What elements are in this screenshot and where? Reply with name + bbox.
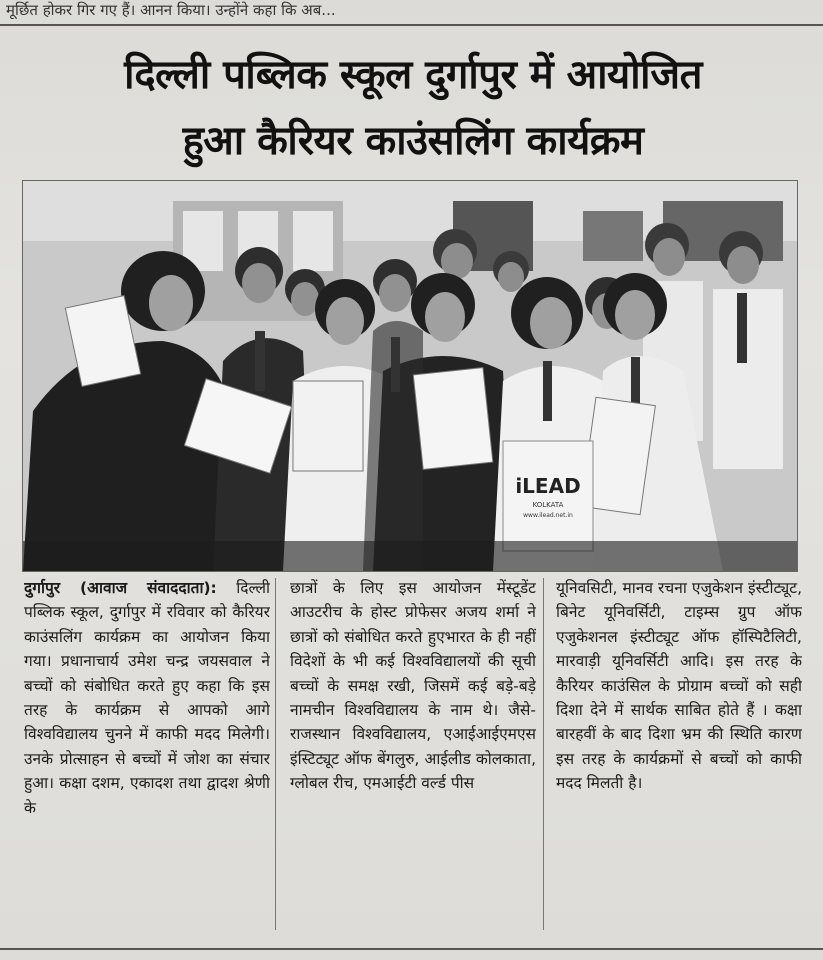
article-body <box>24 576 804 934</box>
headline-line-2: हुआ कैरियर काउंसलिंग कार्यक्रम <box>182 118 644 164</box>
article-column-1 <box>24 576 270 934</box>
article-column-3 <box>556 576 802 934</box>
previous-article-strip: मूर्छित होकर गिर गए हैं। आनन किया। उन्होंने कहा कि अब... <box>0 0 823 26</box>
article-column-2 <box>290 576 536 934</box>
group-photo <box>22 180 798 572</box>
article-column-1-text: दिल्ली पब्लिक स्कूल, दुर्गापुर में रविवार को कैरियर काउंसलिंग कार्यक्रम का आयोजन किया गया। प्रधानाचार्य उमेश चन्द्र जयसवाल ने बच्चों को संबोधित करते हुए कहा कि इस तरह के कार्यक्रम से आपको आगे विश्वविद्यालय चुनने में काफी मदद मिलेगी। उनके प्रोत्साहन से बच्चों में जोश का संचार हुआ। कक्षा दशम, एकादश तथा द्वादश श्रेणी के <box>24 579 270 817</box>
bag-brand-text: iLEAD <box>515 474 581 498</box>
headline-line-1: दिल्ली पब्लिक स्कूल दुर्गापुर में आयोजित <box>124 52 702 98</box>
students-photo-illustration <box>23 181 797 571</box>
article-column-2-text: छात्रों के लिए इस आयोजन मेंस्टूडेंट आउटरीच के होस्ट प्रोफेसर अजय शर्मा ने छात्रों को संबोधित करते हुएभारत के ही नहीं विदेशों के भी कई विश्वविद्यालयों की सूची बच्चों के समक्ष रखी, जिसमें कई बड़े-बड़े नामचीन विश्वविद्यालय के नाम थे। जैसे- राजस्थान विश्वविद्यालय, एआईआईएमएस इंस्टिट्यूट ऑफ बेंगलुरु, आईलीड कोलकाता, ग्लोबल रीच, एमआईटी वर्ल्ड पीस <box>290 579 536 793</box>
bag-city-text: KOLKATA <box>532 501 564 509</box>
article-column-3-text: यूनिवसिटी, मानव रचना एजुकेशन इंस्टीट्यूट, बिनेट यूनिवर्सिटी, टाइम्स ग्रुप ऑफ एजुकेशनल इंस्टीट्यूट ऑफ हॉस्पिटैलिटी, मारवाड़ी यूनिवर्सिटी आदि। इस तरह के कैरियर काउंसिल के प्रोग्राम बच्चों को सही दिशा देने में सार्थक साबित होते हैं । कक्षा बारहवीं के बाद दिशा भ्रम की स्थिति कारण इस तरह के कार्यक्रमों से बच्चों को काफी मदद मिलती है। <box>556 579 802 793</box>
headline <box>18 42 808 174</box>
bag-url-text: www.ilead.net.in <box>523 512 573 519</box>
article-dateline: दुर्गापुर (आवाज संवाददाता): <box>24 579 217 597</box>
bottom-rule <box>0 948 823 950</box>
